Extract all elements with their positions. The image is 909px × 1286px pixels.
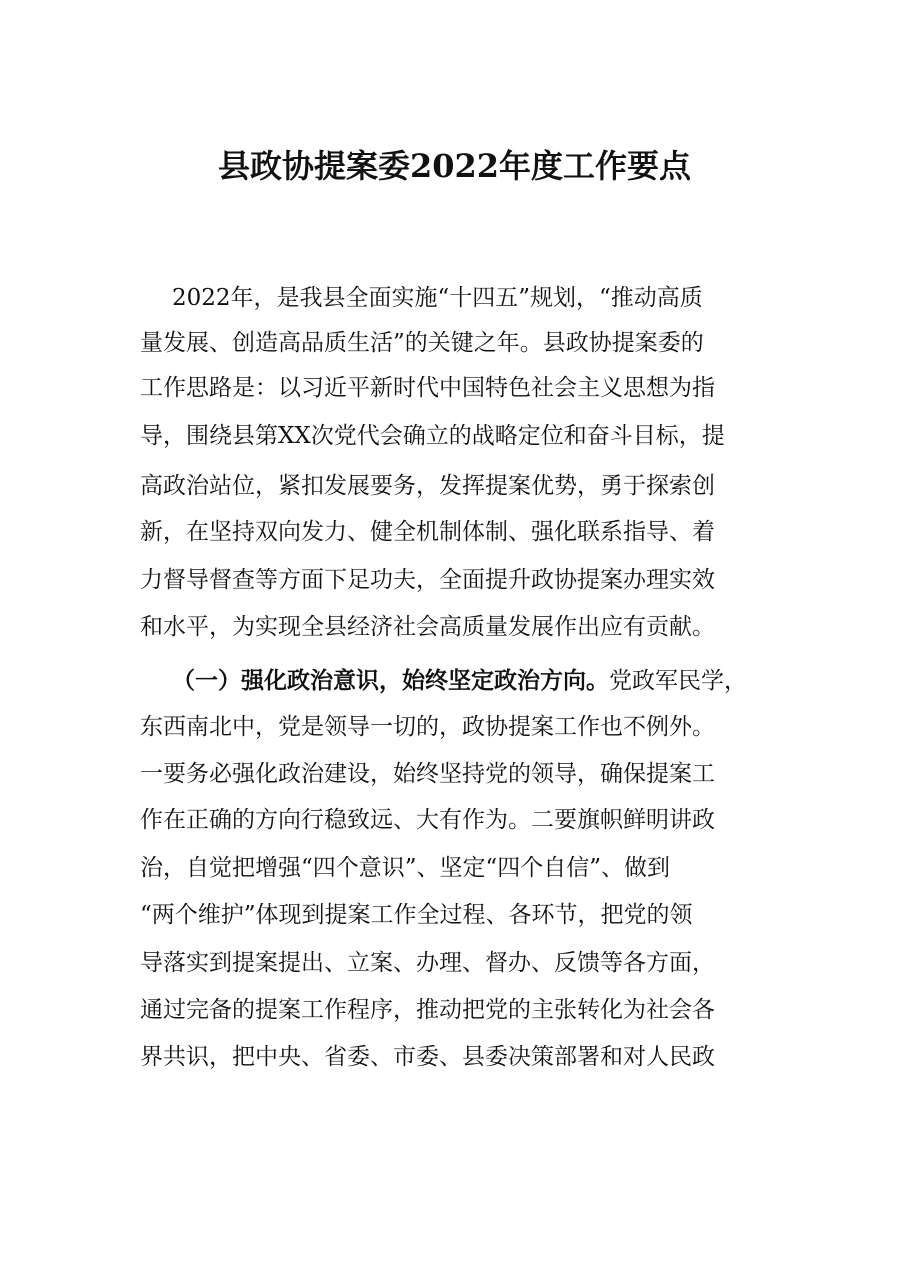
text-line: 作在正确的方向行稳致远、大有作为。二要旗帜鲜明讲政 — [140, 807, 715, 833]
text-line: 导，围绕县第XX次党代会确立的战略定位和奋斗目标，提 — [140, 423, 725, 449]
text-line: 和水平，为实现全县经济社会高质量发展作出应有贡献。 — [140, 614, 715, 640]
text-line: 通过完备的提案工作程序，推动把党的主张转化为社会各 — [140, 997, 715, 1023]
text-line: 新，在坚持双向发力、健全机制体制、强化联系指导、着 — [140, 519, 715, 545]
text-line: 一要务必强化政治建设，始终坚持党的领导，确保提案工 — [140, 761, 715, 787]
text-line: 东西南北中，党是领导一切的，政协提案工作也不例外。 — [140, 714, 715, 740]
text-line: 工作思路是：以习近平新时代中国特色社会主义思想为指 — [140, 375, 715, 401]
section-1-first-line-text: 党政军民学， — [609, 668, 747, 694]
section-1-first-line — [172, 658, 747, 703]
text-line: 界共识，把中央、省委、市委、县委决策部署和对人民政 — [140, 1044, 715, 1070]
text-line: 导落实到提案提出、立案、办理、督办、反馈等各方面， — [140, 950, 715, 976]
document-title: 县政协提案委2022年度工作要点 — [217, 147, 692, 185]
section-1-heading: （一）强化政治意识，始终坚定政治方向。 — [172, 667, 609, 694]
text-line: 2022年，是我县全面实施“十四五”规划，“推动高质 — [172, 285, 703, 311]
text-line: 高政治站位，紧扣发展要务，发挥提案优势，勇于探索创 — [140, 473, 715, 499]
text-line: “两个维护”体现到提案工作全过程、各环节，把党的领 — [140, 902, 693, 928]
text-line: 治，自觉把增强“四个意识”、坚定“四个自信”、做到 — [140, 855, 671, 881]
text-line: 量发展、创造高品质生活”的关键之年。县政协提案委的 — [140, 330, 704, 356]
text-line: 力督导督查等方面下足功夫，全面提升政协提案办理实效 — [140, 567, 715, 593]
